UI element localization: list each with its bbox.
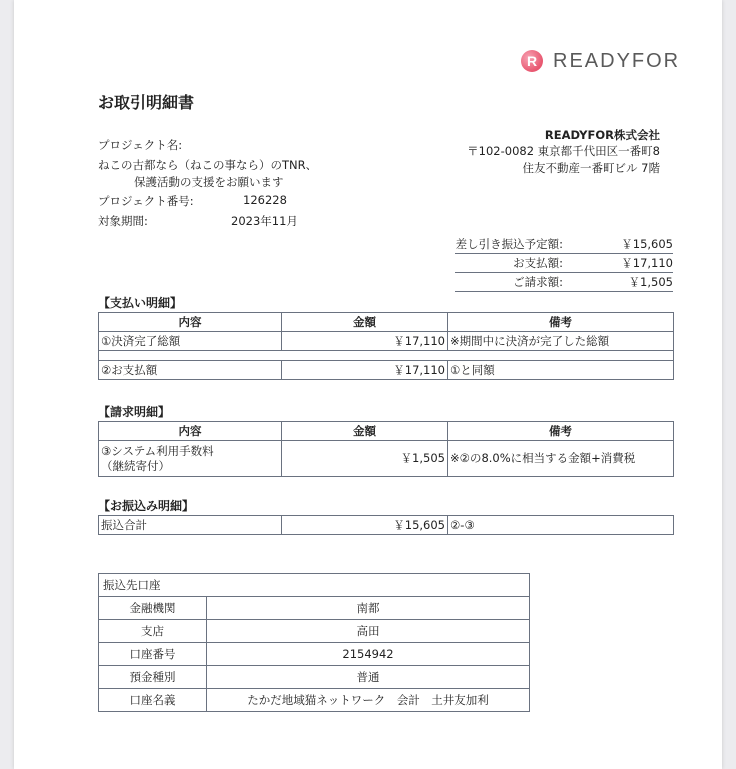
cell-amount: ￥17,110: [282, 332, 448, 351]
payment-section-title: 【支払い明細】: [98, 296, 183, 310]
cell-note: ①と同額: [448, 361, 674, 380]
company-address-line1: 〒102-0082 東京都千代田区一番町8: [467, 144, 660, 158]
transfer-table: [98, 515, 674, 535]
summary-value: ￥1,505: [628, 275, 673, 289]
table-row: [99, 597, 530, 620]
project-name-line2: 保護活動の支援をお願います: [134, 175, 284, 189]
bank-value: 2154942: [207, 643, 530, 666]
project-name-label: プロジェクト名:: [98, 138, 183, 152]
header-amount: 金額: [282, 422, 448, 441]
summary-row: [455, 234, 673, 254]
period-label: 対象期間:: [98, 214, 148, 228]
table-row: [99, 441, 674, 477]
bank-label: 預金種別: [99, 666, 207, 689]
company-address-line2: 住友不動産一番町ビル 7階: [522, 161, 660, 175]
cell-amount: ￥17,110: [282, 361, 448, 380]
table-row: [99, 643, 530, 666]
table-row: [99, 361, 674, 380]
bank-value: 普通: [207, 666, 530, 689]
project-name-line1: ねこの古都なら（ねこの事なら）のTNR、: [98, 158, 318, 172]
bank-label: 口座番号: [99, 643, 207, 666]
cell-item-line1: ③システム利用手数料: [101, 443, 214, 458]
document-page: [14, 0, 722, 769]
cell-note: ※期間中に決済が完了した総額: [448, 332, 674, 351]
header-content: 内容: [99, 422, 282, 441]
cell-item: ②お支払額: [99, 361, 282, 380]
project-number-value: 126228: [243, 193, 287, 207]
brand-logo-text: READYFOR: [553, 49, 681, 72]
summary-value: ￥17,110: [621, 256, 673, 270]
bank-value: 南都: [207, 597, 530, 620]
company-name: READYFOR株式会社: [544, 128, 660, 142]
summary-label: お支払額:: [513, 256, 563, 270]
document-title: お取引明細書: [98, 93, 195, 112]
summary-label: ご請求額:: [513, 275, 563, 289]
table-row: [99, 332, 674, 351]
header-note: 備考: [448, 313, 674, 332]
cell-item: [99, 441, 282, 477]
summary-value: ￥15,605: [621, 237, 673, 251]
cell-item-line2: （継続寄付）: [101, 458, 170, 473]
table-row: [99, 689, 530, 712]
header-amount: 金額: [282, 313, 448, 332]
header-note: 備考: [448, 422, 674, 441]
brand-logo: [521, 49, 680, 73]
payment-table: [98, 312, 674, 380]
table-row: [99, 666, 530, 689]
summary-label: 差し引き振込予定額:: [455, 237, 563, 251]
bank-label: 口座名義: [99, 689, 207, 712]
bank-label: 金融機関: [99, 597, 207, 620]
spacer-row: [99, 351, 674, 361]
summary-row: [455, 272, 673, 292]
summary-row: [455, 253, 673, 273]
header-content: 内容: [99, 313, 282, 332]
cell-item: ①決済完了総額: [99, 332, 282, 351]
bank-account-table: [98, 573, 530, 712]
cell-amount: ￥1,505: [282, 441, 448, 477]
bank-header: 振込先口座: [99, 574, 530, 597]
cell-amount: ￥15,605: [282, 516, 448, 535]
billing-section-title: 【請求明細】: [98, 405, 171, 419]
bank-value: 高田: [207, 620, 530, 643]
cell-item: 振込合計: [99, 516, 282, 535]
cell-note: ※②の8.0%に相当する金額+消費税: [448, 441, 674, 477]
table-row: [99, 516, 674, 535]
billing-table: [98, 421, 674, 477]
cell-note: ②-③: [448, 516, 674, 535]
period-value: 2023年11月: [231, 214, 298, 228]
bank-label: 支店: [99, 620, 207, 643]
transfer-section-title: 【お振込み明細】: [98, 499, 195, 513]
readyfor-logo-icon: R: [521, 50, 543, 72]
bank-value: たかだ地域猫ネットワーク 会計 土井友加利: [207, 689, 530, 712]
table-row: [99, 620, 530, 643]
project-number-label: プロジェクト番号:: [98, 194, 194, 208]
